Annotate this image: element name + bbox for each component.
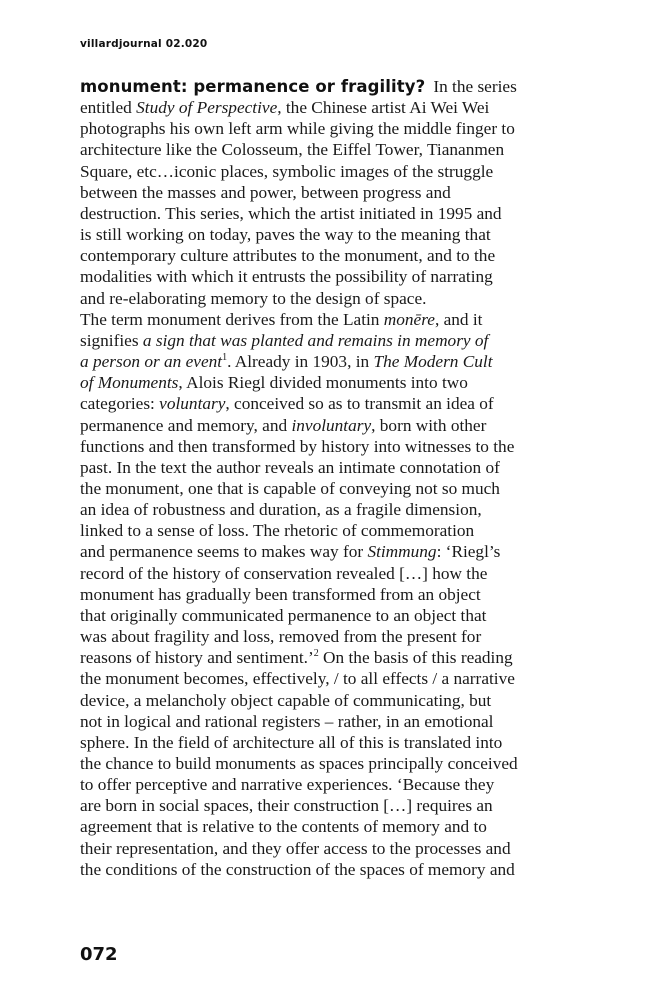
italic-text: voluntary bbox=[159, 394, 226, 414]
text-line bbox=[80, 541, 550, 562]
text-run: permanence and memory, and bbox=[80, 415, 292, 435]
text-line bbox=[80, 372, 550, 393]
footnote-ref: 2 bbox=[313, 648, 319, 660]
text-run: sphere. In the field of architecture all of this is translated into bbox=[80, 732, 503, 752]
italic-text: of Monuments bbox=[80, 373, 179, 393]
text-line bbox=[80, 457, 550, 478]
text-run: are born in social spaces, their construction […] requires an bbox=[80, 796, 493, 816]
text-run: agreement that is relative to the contents of memory and to bbox=[80, 817, 487, 837]
text-line bbox=[80, 351, 550, 372]
text-run: an idea of robustness and duration, as a fragile dimension, bbox=[80, 500, 482, 520]
italic-text: monēre bbox=[383, 309, 435, 329]
text-line bbox=[80, 97, 550, 118]
text-line bbox=[80, 224, 550, 245]
text-line bbox=[80, 690, 550, 711]
text-run: the conditions of the construction of the spaces of memory and bbox=[80, 859, 515, 879]
text-line bbox=[80, 732, 550, 753]
text-run: categories: bbox=[80, 394, 160, 414]
text-run: architecture like the Colosseum, the Eiffel Tower, Tiananmen bbox=[80, 140, 505, 160]
text-run: linked to a sense of loss. The rhetoric of commemoration bbox=[80, 521, 475, 541]
italic-text: involuntary bbox=[291, 415, 372, 435]
text-line bbox=[80, 499, 550, 520]
journal-header: villardjournal 02.020 bbox=[80, 38, 208, 50]
page-number: 072 bbox=[80, 944, 118, 965]
italic-text: a person or an event bbox=[80, 352, 223, 372]
text-line bbox=[80, 584, 550, 605]
text-run: photographs his own left arm while giving the middle finger to bbox=[80, 119, 515, 139]
text-run: functions and then transformed by history into witnesses to the bbox=[80, 436, 515, 456]
body-lines bbox=[80, 76, 550, 880]
text-line bbox=[80, 393, 550, 414]
text-run: is still working on today, paves the way to the meaning that bbox=[80, 225, 491, 245]
text-run: entitled bbox=[80, 98, 137, 118]
text-run: past. In the text the author reveals an intimate connotation of bbox=[80, 457, 500, 477]
text-line bbox=[80, 118, 550, 139]
text-run: , and it bbox=[434, 309, 483, 329]
text-line bbox=[80, 139, 550, 160]
text-line bbox=[80, 415, 550, 436]
text-run: Square, etc…iconic places, symbolic images of the struggle bbox=[80, 161, 494, 181]
text-line bbox=[80, 245, 550, 266]
text-line bbox=[80, 309, 550, 330]
text-run: was about fragility and loss, removed from the present for bbox=[80, 627, 482, 647]
text-line bbox=[80, 859, 550, 880]
text-run: contemporary culture attributes to the monument, and to the bbox=[80, 246, 496, 266]
text-line bbox=[80, 605, 550, 626]
text-line bbox=[80, 478, 550, 499]
section-heading: monument: permanence or fragility? bbox=[80, 77, 426, 96]
italic-text: a sign that was planted and remains in memory of bbox=[142, 330, 489, 350]
text-run: , conceived so as to transmit an idea of bbox=[225, 394, 494, 414]
italic-text: The Modern Cult bbox=[373, 352, 493, 372]
text-line bbox=[80, 838, 550, 859]
text-run: , the Chinese artist Ai Wei Wei bbox=[277, 98, 490, 118]
text-run: signifies bbox=[80, 330, 143, 350]
text-run: their representation, and they offer access to the processes and bbox=[80, 838, 511, 858]
text-line bbox=[80, 76, 550, 97]
text-run: On the basis of this reading bbox=[318, 648, 513, 668]
text-line bbox=[80, 753, 550, 774]
text-line bbox=[80, 520, 550, 541]
text-line bbox=[80, 563, 550, 584]
text-line bbox=[80, 711, 550, 732]
text-line bbox=[80, 161, 550, 182]
text-line bbox=[80, 626, 550, 647]
text-run: record of the history of conservation revealed […] how the bbox=[80, 563, 488, 583]
text-line bbox=[80, 266, 550, 287]
italic-text: Study of Perspective bbox=[136, 98, 278, 118]
text-run: monument has gradually been transformed from an object bbox=[80, 584, 481, 604]
text-run: modalities with which it entrusts the possibility of narrating bbox=[80, 267, 493, 287]
text-run: . Already in 1903, in bbox=[227, 352, 374, 372]
text-line bbox=[80, 816, 550, 837]
text-run: and permanence seems to makes way for bbox=[80, 542, 368, 562]
text-line bbox=[80, 288, 550, 309]
text-run: the chance to build monuments as spaces principally conceived bbox=[80, 754, 518, 773]
text-line bbox=[80, 182, 550, 203]
text-run: and re-elaborating memory to the design of space. bbox=[80, 288, 427, 308]
text-run: , Alois Riegl divided monuments into two bbox=[178, 373, 468, 393]
text-run: that originally communicated permanence to an object that bbox=[80, 605, 487, 625]
text-run: The term monument derives from the Latin bbox=[80, 309, 384, 329]
italic-text: Stimmung bbox=[367, 542, 437, 562]
text-run: : ‘Riegl’s bbox=[436, 542, 501, 562]
text-line bbox=[80, 795, 550, 816]
text-line bbox=[80, 330, 550, 351]
text-run: , born with other bbox=[371, 415, 487, 435]
text-run: destruction. This series, which the artist initiated in 1995 and bbox=[80, 203, 502, 223]
text-run: the monument, one that is capable of conveying not so much bbox=[80, 478, 500, 498]
footnote-ref: 1 bbox=[222, 352, 228, 364]
text-line bbox=[80, 647, 550, 668]
text-run: reasons of history and sentiment.’ bbox=[80, 648, 314, 668]
article-body bbox=[80, 76, 550, 880]
text-run: the monument becomes, effectively, / to all effects / a narrative bbox=[80, 669, 515, 689]
text-line bbox=[80, 436, 550, 457]
text-line bbox=[80, 774, 550, 795]
text-line bbox=[80, 668, 550, 689]
text-line bbox=[80, 203, 550, 224]
text-run: In the series bbox=[433, 77, 517, 96]
text-run: not in logical and rational registers – rather, in an emotional bbox=[80, 711, 494, 731]
text-run: between the masses and power, between progress and bbox=[80, 182, 451, 202]
text-run: device, a melancholy object capable of communicating, but bbox=[80, 690, 492, 710]
text-run: to offer perceptive and narrative experiences. ‘Because they bbox=[80, 775, 495, 795]
